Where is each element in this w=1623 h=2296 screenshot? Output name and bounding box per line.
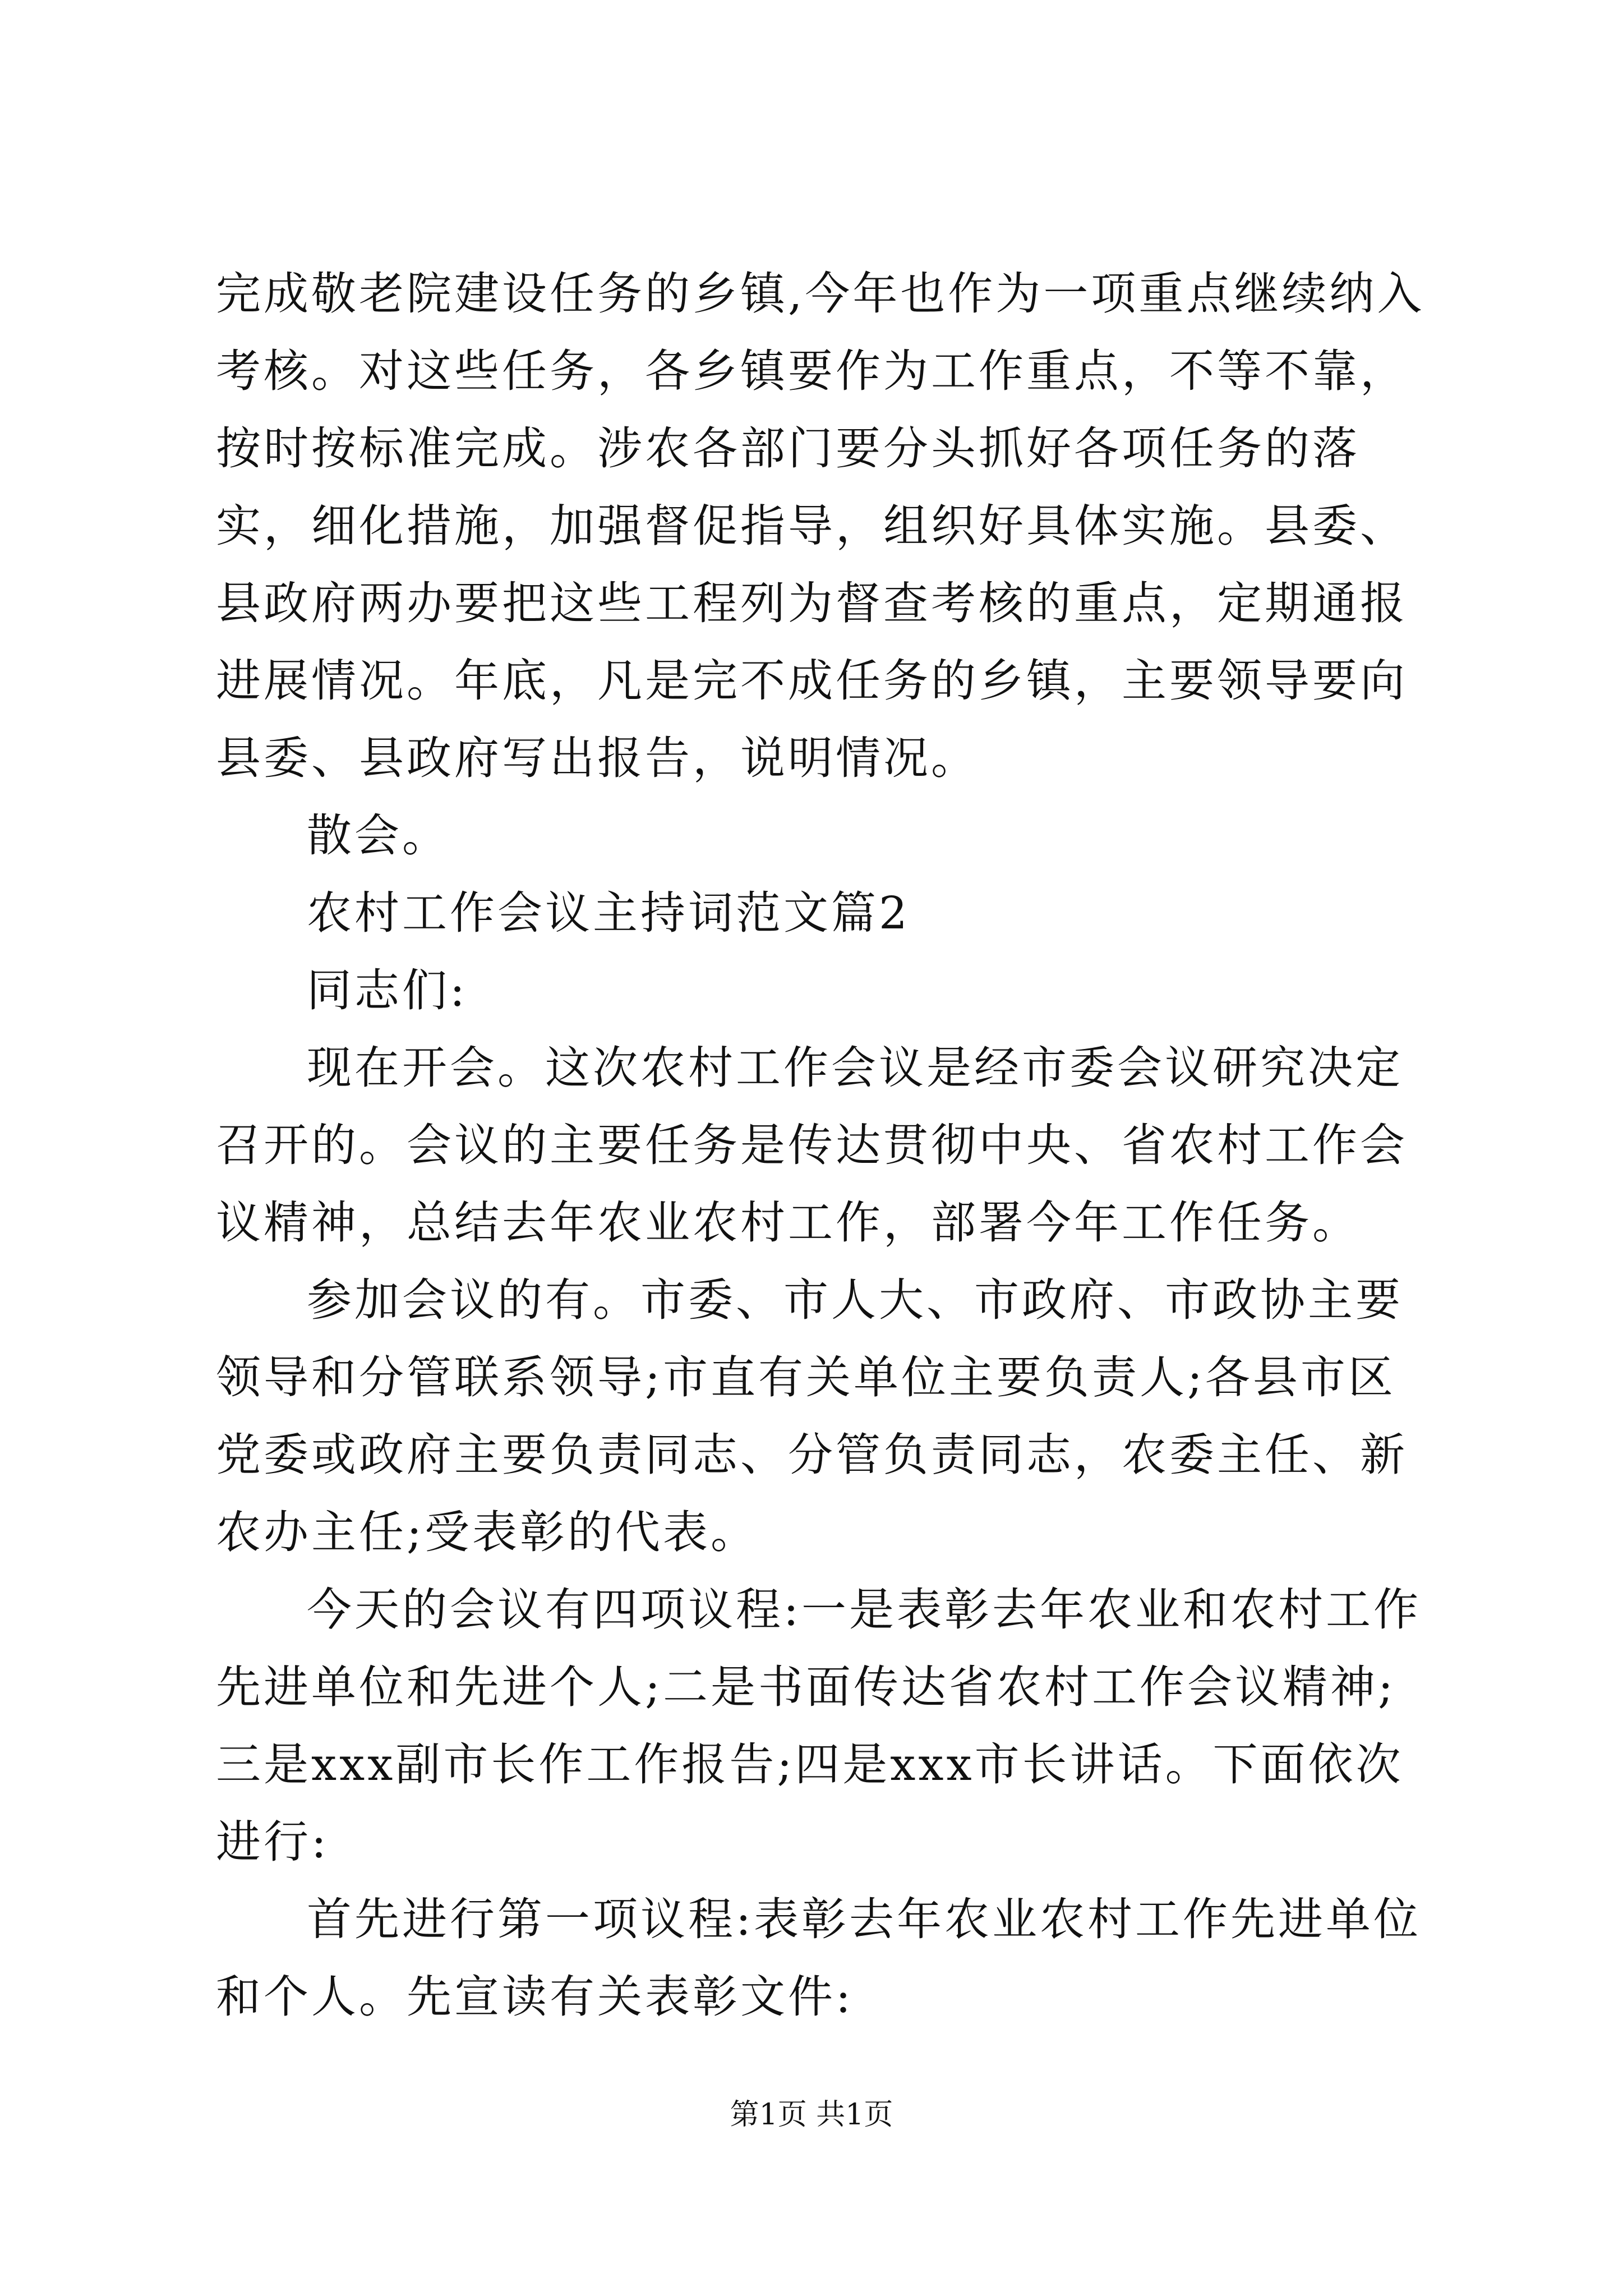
paragraph-agenda: 今天的会议有四项议程:一是表彰去年农业和农村工作先进单位和先进个人;二是书面传达省农村工作会议精神;三是xxx副市长作工作报告;四是xxx市长讲话。下面依次进行: — [216, 1584, 1421, 1868]
paragraph-adjourn: 散会。 — [307, 809, 450, 862]
document-body — [216, 255, 1438, 2036]
paragraph-salutation: 同志们: — [307, 964, 468, 1016]
paragraph-attendees: 参加会议的有。市委、市人大、市政府、市政协主要领导和分管联系领导;市直有关单位主要负责人;各县市区党委或政府主要负责同志、分管负责同志，农委主任、新农办主任;受表彰的代表。 — [216, 1274, 1408, 1558]
paragraph-opening: 现在开会。这次农村工作会议是经市委会议研究决定召开的。会议的主要任务是传达贯彻中央、省农村工作会议精神，总结去年农业农村工作，部署今年工作任务。 — [216, 1042, 1408, 1249]
page-footer: 第1页 共1页 — [730, 2098, 893, 2132]
paragraph-continuation: 完成敬老院建设任务的乡镇,今年也作为一项重点继续纳入考核。对这些任务，各乡镇要作为工作重点，不等不靠，按时按标准完成。涉农各部门要分头抓好各项任务的落实，细化措施，加强督促指导，组织好具体实施。县委、县政府两办要把这些工程列为督查考核的重点，定期通报进展情况。年底，凡是完不成任务的乡镇，主要领导要向县委、县政府写出报告，说明情况。 — [216, 268, 1425, 784]
section-heading: 农村工作会议主持词范文篇2 — [307, 887, 910, 939]
paragraph-first-item: 首先进行第一项议程:表彰去年农业农村工作先进单位和个人。先宣读有关表彰文件: — [216, 1893, 1421, 2023]
